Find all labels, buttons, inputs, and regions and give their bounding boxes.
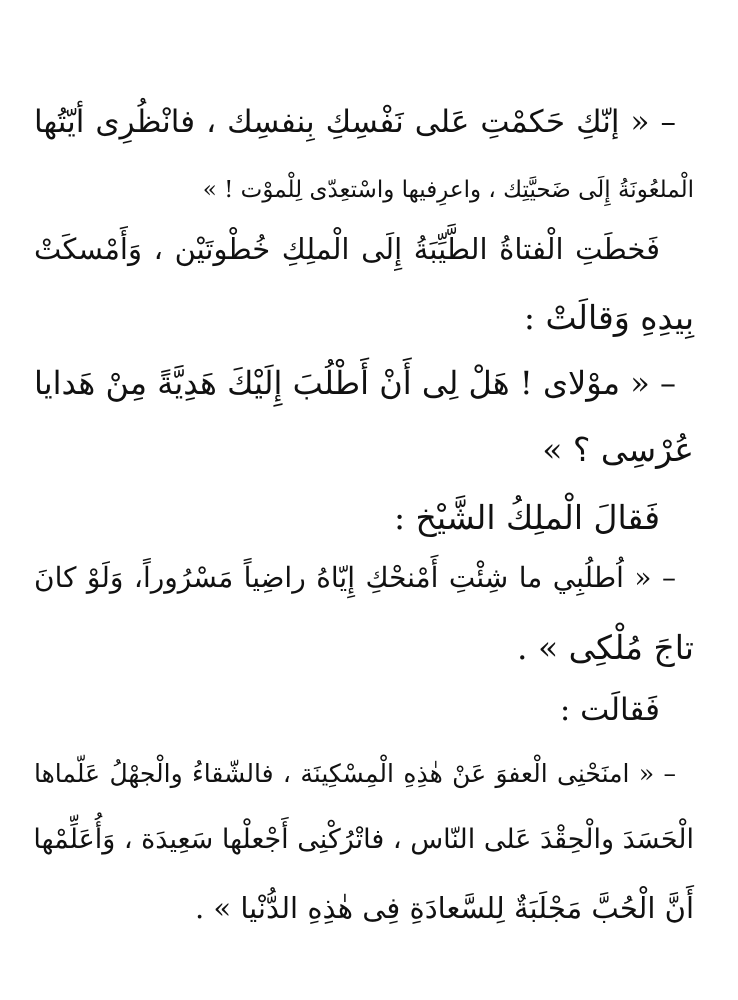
text-line-7: فَقالَ الْملِكُ الشَّيْخ :	[393, 498, 660, 537]
text-line-3: فَخطَتِ الْفتاةُ الطَّيِّبَةُ إِلَى الْملِكِ خُطْوتَيْن ، وَأَمْسكَتْ	[34, 232, 660, 266]
text-line-8: – « اُطلُبِي ما شِئْتِ أَمْنحْكِ إِيّاهُ راضِياً مَسْرُوراً، وَلَوْ كانَ	[34, 561, 676, 594]
text-line-5: – « موْلاى ! هَلْ لِى أَنْ أَطْلُبَ إِلَيْكَ هَدِيَّةً مِنْ هَدايا	[34, 364, 676, 402]
text-line-11: – « امنَحْنِى الْعفوَ عَنْ هٰذِهِ الْمِسْكِينَة ، فالشّقاءُ والْجهْلُ عَلّماها	[34, 759, 676, 788]
text-line-10: فَقالَت :	[559, 692, 660, 728]
text-line-13: أَنَّ الْحُبَّ مَجْلَبَةٌ لِلسَّعادَةِ فِى هٰذِهِ الدُّنْيا » .	[194, 891, 694, 925]
text-line-12: الْحَسَدَ والْحِقْدَ عَلى النّاس ، فاتْرُكْنِى أَجْعلْها سَعِيدَة ، وَأُعَلِّمْها	[33, 824, 694, 855]
text-line-1: – « إنّكِ حَكمْتِ عَلى نَفْسِكِ بِنفسِك ، فانْظُرِى أيّتُها	[34, 104, 676, 140]
text-line-9: تاجَ مُلْكِى » .	[516, 628, 694, 667]
text-line-2: الْملعُونَةُ إِلَى ضَحيَّتِك ، واعرِفيها واسْتعِدّى لِلْموْت ! »	[202, 177, 694, 203]
text-line-6: عُرْسِى ؟ »	[542, 430, 694, 469]
text-line-4: بِيدِهِ وَقالَتْ :	[523, 298, 694, 337]
